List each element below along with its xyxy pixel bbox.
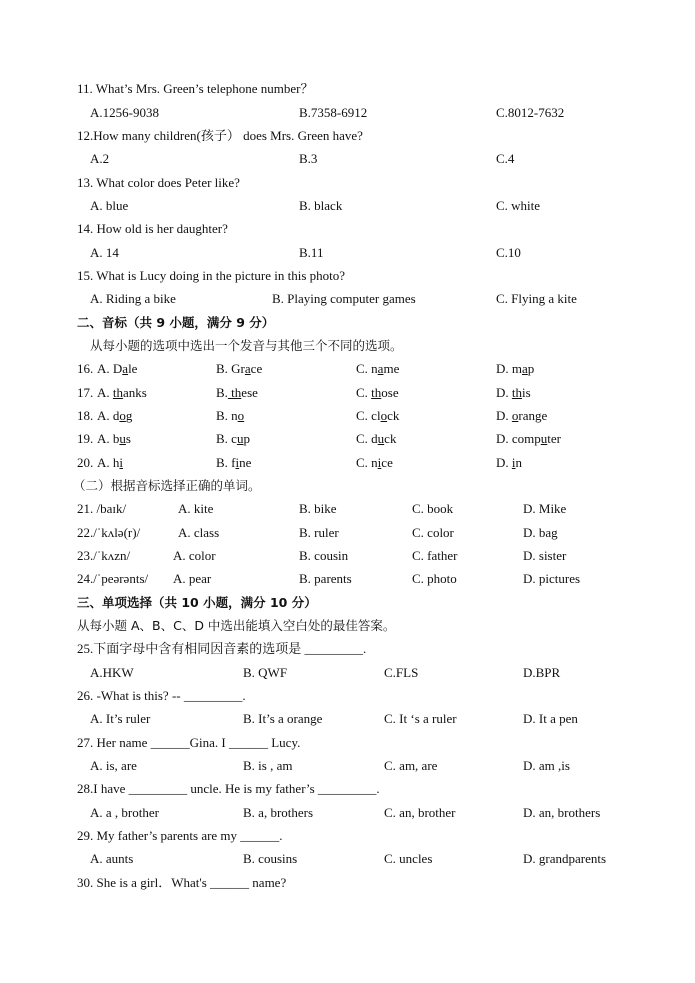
question-14-option-c: C.10 xyxy=(496,245,521,260)
question-13-option-b: B. black xyxy=(299,198,343,213)
question-27-option-a: A. is, are xyxy=(90,758,137,773)
question-20-option-d: D. in xyxy=(496,455,523,470)
question-13-stem: 13. What color does Peter like? xyxy=(77,175,240,190)
question-15-option-b: B. Playing computer games xyxy=(272,291,416,306)
question-16-number: 16. xyxy=(77,361,94,376)
question-20-option-c: C. nice xyxy=(356,455,393,470)
question-13-option-a: A. blue xyxy=(90,198,129,213)
question-26-stem: 26. -What is this? -- _________. xyxy=(77,688,246,703)
section-2-title: 二、音标（共 9 小题，满分 9 分） xyxy=(77,315,275,330)
question-27-option-b: B. is , am xyxy=(243,758,293,773)
question-29-option-c: C. uncles xyxy=(384,851,433,866)
question-11-option-a: A.1256-9038 xyxy=(90,105,159,120)
question-18-option-b: B. no xyxy=(216,408,245,423)
question-28-stem: 28.I have _________ uncle. He is my father’s _________. xyxy=(77,781,380,796)
question-24-option-d: D. pictures xyxy=(523,571,581,586)
question-12-option-b: B.3 xyxy=(299,151,318,166)
question-28-option-c: C. an, brother xyxy=(384,805,456,820)
question-19-option-a: A. bus xyxy=(97,431,131,446)
question-25-option-a: A.HKW xyxy=(90,665,134,680)
question-22-option-c: C. color xyxy=(412,525,454,540)
section-3-instruction: 从每小题 A、B、C、D 中选出能填入空白处的最佳答案。 xyxy=(77,618,396,633)
question-27-stem: 27. Her name ______Gina. I ______ Lucy. xyxy=(77,735,301,750)
question-15-option-a: A. Riding a bike xyxy=(90,291,176,306)
question-22-option-b: B. ruler xyxy=(299,525,339,540)
question-29-option-a: A. aunts xyxy=(90,851,134,866)
question-21-phonetic: 21. /baɪk/ xyxy=(77,501,127,516)
question-11-option-b: B.7358-6912 xyxy=(299,105,368,120)
question-22-option-d: D. bag xyxy=(523,525,558,540)
question-22-phonetic: 22./ˈkʌlə(r)/ xyxy=(77,525,141,540)
question-24-option-b: B. parents xyxy=(299,571,352,586)
question-25-option-c: C.FLS xyxy=(384,665,419,680)
question-12-option-c: C.4 xyxy=(496,151,515,166)
question-16-option-d: D. map xyxy=(496,361,535,376)
question-24-phonetic: 24./ˈpeərənts/ xyxy=(77,571,149,586)
question-25-stem: 25.下面字母中含有相同因音素的选项是 _________. xyxy=(77,641,367,656)
question-28-option-d: D. an, brothers xyxy=(523,805,601,820)
question-16-option-c: C. name xyxy=(356,361,400,376)
question-27-option-d: D. am ,is xyxy=(523,758,570,773)
question-16-option-a: A. Dale xyxy=(97,361,138,376)
question-20-option-a: A. hi xyxy=(97,455,124,470)
question-15-option-c: C. Flying a kite xyxy=(496,291,577,306)
question-29-option-b: B. cousins xyxy=(243,851,298,866)
question-30-stem: 30. She is a girl．What's ______ name? xyxy=(77,875,287,890)
question-26-option-d: D. It a pen xyxy=(523,711,578,726)
question-17-option-b: B. these xyxy=(216,385,258,400)
question-19-option-b: B. cup xyxy=(216,431,250,446)
section-3-title: 三、单项选择（共 10 小题，满分 10 分） xyxy=(77,595,317,610)
question-23-option-c: C. father xyxy=(412,548,458,563)
question-21-option-a: A. kite xyxy=(178,501,214,516)
question-14-option-b: B.11 xyxy=(299,245,324,260)
question-28-option-a: A. a , brother xyxy=(90,805,159,820)
question-19-option-c: C. duck xyxy=(356,431,397,446)
question-18-option-d: D. orange xyxy=(496,408,548,423)
question-21-option-c: C. book xyxy=(412,501,454,516)
question-25-option-d: D.BPR xyxy=(523,665,561,680)
question-16-option-b: B. Grace xyxy=(216,361,263,376)
question-21-option-d: D. Mike xyxy=(523,501,567,516)
question-18-option-c: C. clock xyxy=(356,408,400,423)
part-2-title: （二）根据音标选择正确的单词。 xyxy=(73,478,261,493)
question-20-option-b: B. fine xyxy=(216,455,252,470)
question-27-option-c: C. am, are xyxy=(384,758,438,773)
question-24-option-c: C. photo xyxy=(412,571,457,586)
question-11-stem: 11. What’s Mrs. Green’s telephone number？ xyxy=(77,81,314,96)
question-19-option-d: D. computer xyxy=(496,431,561,446)
question-12-option-a: A.2 xyxy=(90,151,110,166)
question-25-option-b: B. QWF xyxy=(243,665,288,680)
question-21-option-b: B. bike xyxy=(299,501,337,516)
question-28-option-b: B. a, brothers xyxy=(243,805,314,820)
question-17-option-c: C. those xyxy=(356,385,399,400)
question-17-number: 17. xyxy=(77,385,94,400)
question-19-number: 19. xyxy=(77,431,94,446)
section-2-instruction: 从每小题的选项中选出一个发音与其他三个不同的选项。 xyxy=(90,338,403,353)
question-23-option-b: B. cousin xyxy=(299,548,349,563)
question-23-option-d: D. sister xyxy=(523,548,567,563)
question-20-number: 20. xyxy=(77,455,94,470)
question-15-stem: 15. What is Lucy doing in the picture in this photo? xyxy=(77,268,346,283)
question-14-option-a: A. 14 xyxy=(90,245,119,260)
question-11-option-c: C.8012-7632 xyxy=(496,105,565,120)
question-24-option-a: A. pear xyxy=(173,571,212,586)
question-18-option-a: A. dog xyxy=(97,408,133,423)
question-23-phonetic: 23./ˈkʌzn/ xyxy=(77,548,131,563)
question-18-number: 18. xyxy=(77,408,94,423)
question-29-option-d: D. grandparents xyxy=(523,851,607,866)
question-23-option-a: A. color xyxy=(173,548,216,563)
question-17-option-d: D. this xyxy=(496,385,531,400)
question-26-option-b: B. It’s a orange xyxy=(243,711,323,726)
question-26-option-c: C. It ‘s a ruler xyxy=(384,711,457,726)
question-14-stem: 14. How old is her daughter? xyxy=(77,221,228,236)
question-12-stem: 12.How many children(孩子） does Mrs. Green have? xyxy=(77,128,363,143)
question-29-stem: 29. My father’s parents are my ______. xyxy=(77,828,283,843)
question-22-option-a: A. class xyxy=(178,525,220,540)
question-26-option-a: A. It’s ruler xyxy=(90,711,151,726)
question-17-option-a: A. thanks xyxy=(97,385,147,400)
question-13-option-c: C. white xyxy=(496,198,541,213)
